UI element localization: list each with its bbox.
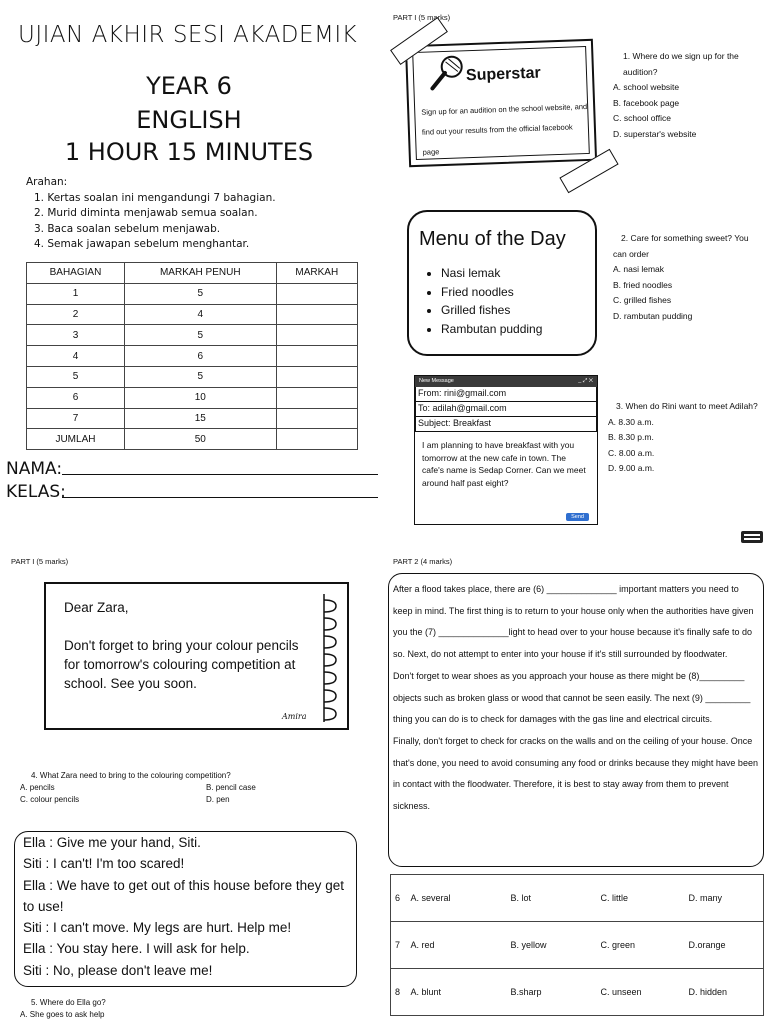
email-titlebar: [415, 376, 597, 387]
instruction-item: 2. Murid diminta menjawab semua soalan.: [34, 207, 258, 219]
option[interactable]: A. several: [407, 875, 507, 922]
item-number: 7: [391, 922, 407, 969]
option[interactable]: B. fried noodles: [613, 279, 673, 290]
option[interactable]: D. pen: [206, 795, 230, 804]
cell: 3: [27, 325, 125, 346]
mark-cell[interactable]: [276, 346, 357, 367]
table-row: [27, 408, 358, 429]
option[interactable]: A. nasi lemak: [613, 264, 665, 274]
email-to: To: adilah@gmail.com: [415, 402, 597, 417]
note-signature: Amira: [282, 712, 307, 721]
note-body: Don't forget to bring your colour pencils for tomorrow's colouring competition at school. See you soon.: [64, 638, 299, 691]
options-table: [390, 874, 764, 1016]
passage-paragraph: Finally, don't forget to check for cracks on the walls and on the ceiling of your house. Once that's done, you need to avoid consuming any food or drinks because they might have been in contact with the floodwater. Therefore, it is best to stay away from them to prevent sickness.: [393, 735, 758, 812]
table-row: [27, 346, 358, 367]
cell: 5: [124, 325, 276, 346]
question-text: 3. When do Rini want to meet Adilah?: [616, 401, 758, 411]
question-text: 4. What Zara need to bring to the colouring competition?: [31, 771, 231, 780]
instruction-item: 1. Kertas soalan ini mengandungi 7 bahagian.: [34, 191, 276, 204]
name-field[interactable]: [62, 474, 378, 475]
table-row: [27, 283, 358, 304]
email-subject: Subject: Breakfast: [415, 417, 597, 432]
mark-cell[interactable]: [276, 429, 357, 450]
marks-header: MARKAH: [276, 263, 357, 284]
menu-item: • Fried noodles: [441, 283, 542, 302]
email-from: From: rini@gmail.com: [415, 387, 597, 402]
mark-cell[interactable]: [276, 283, 357, 304]
class-label: KELAS:: [6, 482, 66, 502]
table-row: [27, 325, 358, 346]
option[interactable]: C. little: [597, 875, 685, 922]
exam-duration: 1 HOUR 15 MINUTES: [64, 138, 314, 166]
cell: 6: [124, 346, 276, 367]
table-row: [391, 969, 764, 1016]
dialogue-line: Ella : Give me your hand, Siti.: [23, 835, 201, 850]
logo-icon: [740, 530, 764, 544]
question-text: 1. Where do we sign up for the audition?: [623, 51, 739, 77]
instructions: [26, 175, 276, 253]
mark-cell[interactable]: [276, 366, 357, 387]
mark-cell[interactable]: [276, 408, 357, 429]
question-text: 2. Care for something sweet? You can order: [613, 233, 749, 259]
option[interactable]: B. facebook page: [613, 97, 680, 108]
dialogue-line: Siti : I can't! I'm too scared!: [23, 856, 185, 872]
cell: 5: [124, 366, 276, 387]
cell: 4: [124, 304, 276, 325]
note-card: [44, 582, 349, 730]
question-1: [613, 49, 763, 142]
cell: JUMLAH: [27, 429, 125, 450]
question-5: [20, 997, 320, 1021]
table-row: [391, 875, 764, 922]
option[interactable]: D. superstar's website: [613, 128, 697, 139]
cloze-passage: [388, 573, 764, 867]
option[interactable]: A. pencils: [20, 783, 55, 792]
option[interactable]: C. unseen: [597, 969, 685, 1016]
menu-title: Menu of the Day: [419, 228, 566, 250]
item-number: 8: [391, 969, 407, 1016]
exam-title: UJIAN AKHIR SESI AKADEMIK: [18, 22, 358, 48]
dialogue-line: Ella : We have to get out of this house before they get to use!: [23, 877, 344, 914]
option[interactable]: A. She goes to ask help: [20, 1010, 105, 1019]
table-row: [27, 387, 358, 408]
menu-item: • Nasi lemak: [441, 264, 542, 283]
option[interactable]: D. many: [685, 875, 764, 922]
dialogue-line: Siti : I can't move. My legs are hurt. Help me!: [23, 920, 292, 936]
menu-card: [407, 210, 597, 356]
part-label: PART I (5 marks): [11, 557, 69, 566]
passage-paragraph: After a flood takes place, there are (6) ______________ important matters you need to keep in mind. The first thing is to return to your house only when the authorities have given you the (7) ______________light to head over to your house because it's finally safe to do so. Next, do not attempt to enter into your house if it's still surrounded by floodwater.: [393, 584, 754, 660]
cell: 5: [124, 283, 276, 304]
option[interactable]: B. pencil case: [206, 783, 256, 792]
question-3: [608, 399, 764, 477]
table-row: [391, 922, 764, 969]
option[interactable]: D. hidden: [685, 969, 764, 1016]
dialogue-line: Siti : No, please don't leave me!: [23, 962, 213, 978]
poster-title: Superstar: [465, 64, 541, 85]
question-2: [613, 231, 763, 324]
cell: 5: [27, 366, 125, 387]
mark-cell[interactable]: [276, 387, 357, 408]
cell: 10: [124, 387, 276, 408]
option[interactable]: A. red: [407, 922, 507, 969]
option[interactable]: B. 8.30 p.m.: [608, 432, 654, 442]
send-button[interactable]: Send: [566, 513, 589, 521]
option[interactable]: C. school office: [613, 113, 671, 123]
question-text: 5. Where do Ella go?: [31, 998, 106, 1007]
option[interactable]: D. rambutan pudding: [613, 310, 693, 321]
name-label: NAMA:: [6, 459, 63, 479]
passage-paragraph: Don't forget to wear shoes as you approach your house as there might be (8)_________ objects such as broken glass or wood that cannot be seen easily. The next (9) _________ thing you can do is to check for damages with the gas line and electrical circuits.: [393, 670, 751, 725]
window-controls-icon[interactable]: _ ⤢ ✕: [578, 378, 593, 384]
email-window: [414, 375, 598, 525]
option[interactable]: C. grilled fishes: [613, 295, 672, 305]
cell: 15: [124, 408, 276, 429]
marks-table: [26, 262, 358, 450]
option[interactable]: B. yellow: [507, 922, 597, 969]
item-number: 6: [391, 875, 407, 922]
part-label: PART 2 (4 marks): [393, 557, 453, 566]
instructions-heading: Arahan:: [26, 176, 68, 188]
marks-header: BAHAGIAN: [27, 263, 125, 284]
mark-cell[interactable]: [276, 304, 357, 325]
superstar-poster: [405, 39, 597, 167]
menu-item: • Rambutan pudding: [441, 320, 542, 339]
note-greeting: Dear Zara,: [64, 600, 129, 615]
table-row: [27, 304, 358, 325]
option[interactable]: D.orange: [685, 922, 764, 969]
option[interactable]: A. school website: [613, 82, 680, 92]
table-row: [27, 366, 358, 387]
menu-item: • Grilled fishes: [441, 301, 542, 320]
cell: 50: [124, 429, 276, 450]
cell: 7: [27, 408, 125, 429]
option[interactable]: C. colour pencils: [20, 795, 80, 804]
email-window-title: New Message: [419, 378, 454, 384]
marks-header: MARKAH PENUH: [124, 263, 276, 284]
option[interactable]: A. blunt: [407, 969, 507, 1016]
option[interactable]: B.sharp: [507, 969, 597, 1016]
cell: 1: [27, 283, 125, 304]
email-body: I am planning to have breakfast with you tomorrow at the new cafe in town. The cafe's name is Sedap Corner. Can we meet around half past eight?: [422, 440, 586, 488]
exam-year: YEAR 6: [146, 72, 232, 100]
instruction-item: 4. Semak jawapan sebelum menghantar.: [34, 238, 250, 250]
cell: 4: [27, 346, 125, 367]
part-label: PART I (5 marks): [393, 13, 451, 22]
exam-subject: ENGLISH: [136, 106, 242, 134]
question-4: [20, 770, 320, 806]
poster-text: Sign up for an audition on the school website, and find out your results from the official facebook page: [421, 101, 588, 157]
dialogue-line: Ella : You stay here. I will ask for help.: [23, 941, 250, 957]
cell: 2: [27, 304, 125, 325]
option[interactable]: C. green: [597, 922, 685, 969]
dialogue-box: [14, 831, 357, 987]
table-row: [27, 429, 358, 450]
option[interactable]: B. lot: [507, 875, 597, 922]
option[interactable]: A. 8.30 a.m.: [608, 416, 654, 427]
option[interactable]: D. 9.00 a.m.: [608, 463, 655, 473]
microphone-icon: [427, 53, 466, 94]
cell: 6: [27, 387, 125, 408]
option[interactable]: C. 8.00 a.m.: [608, 447, 655, 458]
mark-cell[interactable]: [276, 325, 357, 346]
class-field[interactable]: [62, 497, 378, 498]
spiral-binding-icon: [320, 590, 344, 726]
instruction-item: 3. Baca soalan sebelum menjawab.: [34, 222, 221, 235]
